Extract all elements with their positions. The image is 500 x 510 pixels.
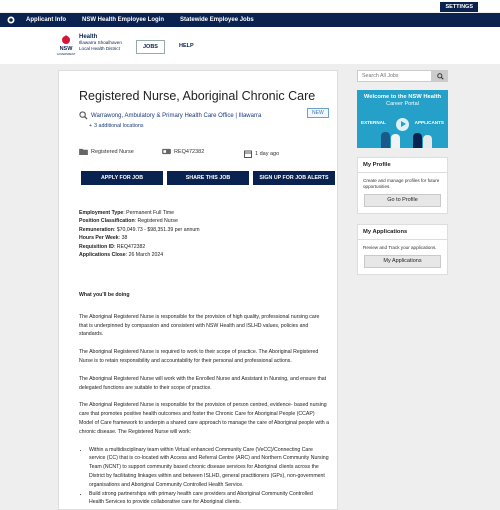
go-to-profile-button[interactable]: Go to Profile — [364, 194, 441, 207]
my-profile-desc: Create and manage profiles for future opportunities. — [363, 178, 440, 189]
my-applications-desc: Review and Track your applications. — [363, 245, 437, 250]
my-applications-button[interactable]: My Applications — [364, 255, 441, 268]
nav-applicant-info[interactable]: Applicant Info — [26, 17, 66, 23]
job-details-list — [79, 209, 200, 259]
tab-help[interactable]: HELP — [178, 43, 194, 49]
logo-district-line2: Local Health District — [79, 45, 120, 51]
nav-employee-login[interactable]: NSW Health Employee Login — [82, 17, 165, 23]
location-text: Warrawong, Ambulatory & Primary Health Care Office | Illawarra — [91, 112, 262, 119]
additional-locations-link[interactable]: + 3 additional locations — [89, 123, 144, 129]
list-item: • Within a multidisciplinary team within Virtual enhanced Community Care (VeCC)/Connecting Care service (CC) that is co-located with Access and Referral Centre (ARC) and Northern Community Nursing Team (NCNT) to support community based chronic disease services for Aboriginal clients across the District by facilitating linkages within and between ISLHD, general practitioners (GPs), non-government organisations and Aboriginal Community Controlled Health Service. — [89, 446, 329, 490]
detail-employment-type: Employment Type: Permanent Full Time — [79, 210, 175, 216]
job-location — [79, 111, 261, 120]
job-alerts-button[interactable]: SIGN UP FOR JOB ALERTS — [253, 171, 335, 185]
nsw-health-logo[interactable] — [57, 35, 122, 57]
promo-subtitle: Career Portal — [386, 101, 419, 107]
description-paragraph: The Aboriginal Registered Nurse will work with the Enrolled Nurse and Assistant in Nursing, and ensure that delegated functions are suitable to their scope of practice. — [79, 375, 327, 391]
share-job-button[interactable]: SHARE THIS JOB — [167, 171, 249, 185]
my-profile-title: My Profile — [358, 158, 447, 173]
detail-requisition-id: Requisition ID: REQ472382 — [79, 243, 146, 250]
job-title: Registered Nurse, Aboriginal Chronic Care — [79, 89, 316, 103]
site-header — [0, 27, 500, 64]
detail-hours: Hours Per Week: 38 — [79, 235, 128, 242]
settings-button[interactable]: SETTINGS — [440, 2, 478, 12]
staff-figure — [381, 132, 390, 148]
calendar-icon — [244, 150, 252, 158]
waratah-logo-icon — [57, 35, 75, 57]
id-card-icon — [162, 148, 171, 155]
description-paragraph: The Aboriginal Registered Nurse is responsible for the provision of high quality, professional nursing care that is underpinned by compassion and consistent with NSW Health and ISLHD values, policies and standards. — [79, 313, 320, 338]
top-utility-bar — [0, 0, 500, 12]
responsibilities-list — [79, 446, 329, 508]
list-item: • Build strong partnerships with primary health care providers and Aboriginal Community Controlled Health Services to provide collaborative care for Aboriginal clients. — [89, 490, 329, 508]
section-heading: What you'll be doing — [79, 292, 130, 298]
promo-title: Welcome to the NSW Health — [363, 94, 442, 100]
plus-icon: + — [89, 123, 93, 129]
detail-applications-close: Applications Close: 26 March 2024 — [79, 252, 164, 259]
my-profile-card — [357, 157, 448, 214]
my-applications-title: My Applications — [358, 225, 447, 240]
header-nav — [136, 40, 208, 54]
svg-text:GOVERNMENT: GOVERNMENT — [56, 53, 76, 56]
folder-icon — [79, 148, 88, 155]
detail-classification: Position Classification: Registered Nurse — [79, 218, 178, 225]
job-description — [79, 291, 329, 507]
logo-health-text: Health — [79, 34, 98, 40]
play-icon[interactable] — [396, 118, 409, 131]
job-req-id: REQ472382 — [162, 148, 204, 155]
search-icon — [437, 73, 444, 80]
promo-external-label: EXTERNAL — [361, 120, 386, 125]
promo-applicants-label: APPLICANTS — [414, 120, 444, 125]
main-navbar — [0, 13, 500, 27]
staff-figure — [413, 133, 422, 148]
job-detail-card: Registered Nurse, Aboriginal Chronic Care Warrawong, Ambulatory & Primary Health Care Office | Illawarra + 3 additional locations NEW Registered Nurse REQ472382 1 day ago APPLY FOR JOB SHARE THIS JOB SIGN UP FOR JOB ALERTS Employment Type: Permanent Full Time Position Classification: Registered Nurse Remuneration: $70,049.73 - $98,351.39 per annum Hours Per Week: 38 Requisition ID: REQ472382 Applications Close: 26 March 2024 What you'll be doing The Aboriginal Registered Nurse is responsible for the provision of high quality, professional nursing care that is underpinned by compassion and consistent with NSW Health and ISLHD values, policies and standards. The Aboriginal Registered Nurse is required to work to their scope of practice. The Aboriginal Registered Nurse is to retain responsibility and accountability for their personal and professional actions. The Aboriginal Registered Nurse will work with the Enrolled Nurse and Assistant in Nursing, and ensure that delegated functions are suitable to their scope of practice. The Aboriginal Registered Nurse is responsible for the provision of person centred, evidence- based nursing care that promotes positive health outcomes and foster the Chronic Care for Aboriginal People (CCAP) Model of Care framework to underpin a shared care approach to manage the care of Aboriginal people with a chronic disease. The Registered Nurse will work: • Within a multidisciplinary team within Virtual enhanced Community Care (VeCC)/Connecting Care service (CC) that is co-located with Access and Referral Centre (ARC) and Northern Community Nursing Team (NCNT) to support community based chronic disease services for Aboriginal clients across the District by facilitating linkages within and between ISLHD, general practitioners (GPs), non-government organisations and Aboriginal Community Controlled Health Service. • Build strong partnerships with primary health care providers and Aboriginal Community Controlled Health Services to provide collaborative care for Aboriginal clients. — [58, 70, 338, 510]
nav-statewide-jobs[interactable]: Statewide Employee Jobs — [180, 17, 254, 23]
nsw-waratah-icon[interactable] — [6, 15, 16, 25]
search-all-jobs-input[interactable] — [357, 70, 432, 82]
career-portal-video[interactable] — [357, 90, 448, 148]
description-paragraph: The Aboriginal Registered Nurse is responsible for the provision of person centred, evidence- based nursing care that promotes positive health outcomes and foster the Chronic Care for Aboriginal People (CCAP) Model of Care framework to underpin a shared care approach to manage the care of Aboriginal people with a chronic disease. The Registered Nurse will work: — [79, 402, 330, 435]
logo-district-line1: Illawarra Shoalhaven — [79, 40, 122, 46]
apply-for-job-button[interactable]: APPLY FOR JOB — [81, 171, 163, 185]
detail-remuneration: Remuneration: $70,049.73 - $98,351.39 per annum — [79, 226, 200, 233]
staff-figure — [423, 135, 432, 148]
job-posted: 1 day ago — [244, 150, 279, 158]
my-applications-card — [357, 224, 448, 275]
staff-figure — [391, 134, 400, 148]
job-category: Registered Nurse — [79, 148, 134, 155]
svg-text:NSW: NSW — [59, 46, 73, 52]
tab-jobs[interactable]: JOBS — [136, 40, 165, 54]
description-paragraph: The Aboriginal Registered Nurse is required to work to their scope of practice. The Aboriginal Registered Nurse is to retain responsibility and accountability for their personal and professional actions. — [79, 349, 319, 364]
search-button[interactable] — [432, 70, 448, 82]
job-action-buttons — [81, 171, 339, 185]
search-location-icon — [79, 111, 88, 120]
